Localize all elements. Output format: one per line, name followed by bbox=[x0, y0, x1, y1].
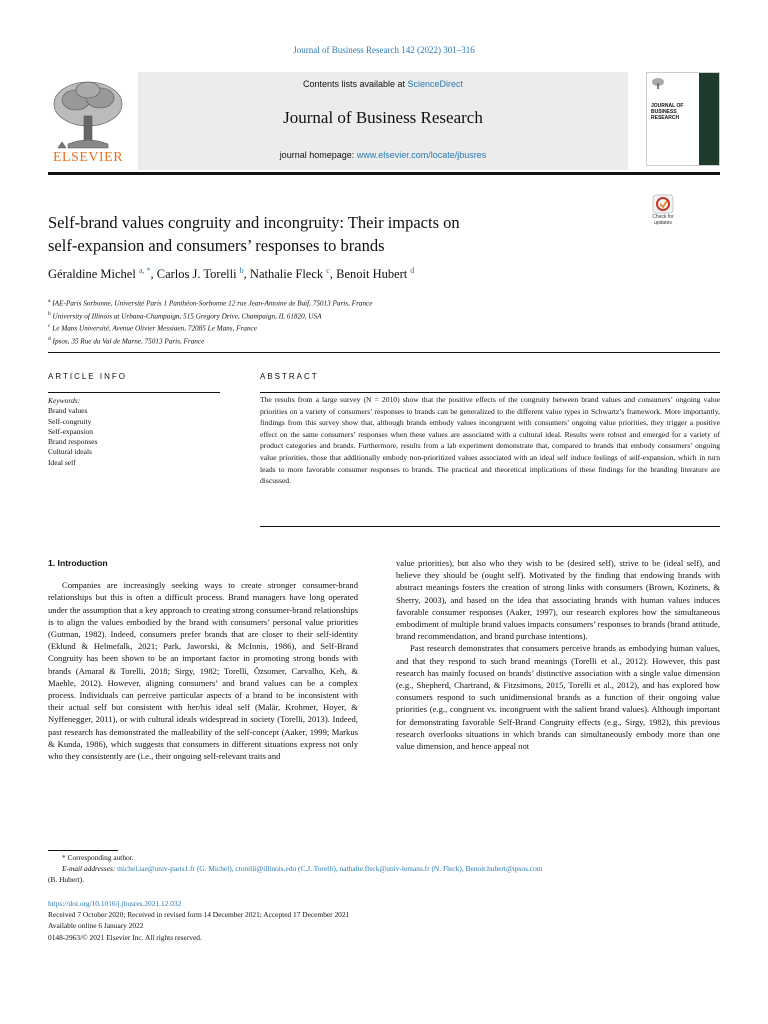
footnote-rule bbox=[48, 850, 118, 851]
homepage-line bbox=[138, 150, 628, 160]
keywords-heading: Keywords: bbox=[48, 396, 81, 405]
cover-title: JOURNAL OF BUSINESS RESEARCH bbox=[651, 103, 684, 121]
affiliation-marker: c bbox=[48, 323, 51, 330]
body-column-left bbox=[48, 557, 358, 762]
keyword-item: Self-congruity bbox=[48, 416, 92, 426]
affiliation-text: Le Mans Université, Avenue Olivier Messiaen, 72085 Le Mans, France bbox=[52, 324, 257, 333]
keyword-item: Self-expansion bbox=[48, 426, 93, 436]
abstract-rule bbox=[260, 392, 720, 393]
check-updates-label: Check for updates bbox=[652, 214, 674, 226]
header-rule bbox=[48, 172, 720, 175]
section-divider bbox=[48, 352, 720, 353]
contents-line bbox=[138, 79, 628, 89]
author-affil-link[interactable]: a, * bbox=[138, 266, 151, 275]
affiliation-item bbox=[48, 296, 648, 309]
contents-prefix: Contents lists available at bbox=[302, 79, 408, 89]
cover-logo-icon bbox=[651, 77, 665, 89]
cover-spine bbox=[699, 73, 719, 165]
journal-citation[interactable]: Journal of Business Research 142 (2022) 301–316 bbox=[293, 45, 475, 55]
body-paragraph: Past research demonstrates that consumers perceive brands as embodying human values, and that they respond to such brand meanings (Torelli et al., 2012). However, this past research has mainly focused on brands’ distinctive association with a single value dimension (e.g., Shepherd, Chartrand, & Fitzsimons, 2015, Torelli et al., 2012), and has explored how consumers respond to such unidimensional brands as a function of their ongoing value priorities (e.g., congruent vs. incongruent with the salient brand values). Although important for demonstrating favorable Self-Brand Congruity effects (e.g., Sirgy, 1982), this previous research overlooks situations in which brands can simultaneously embody more than one value dimension, and hence appeal not bbox=[396, 643, 720, 752]
title-line-1: Self-brand values congruity and incongruity: Their impacts on bbox=[48, 213, 460, 232]
tree-icon bbox=[48, 76, 128, 150]
body-column-right bbox=[396, 557, 720, 752]
available-online: Available online 6 January 2022 bbox=[48, 921, 144, 931]
keyword-item: Cultural ideals bbox=[48, 447, 92, 457]
author-name: Nathalie Fleck bbox=[249, 267, 324, 282]
journal-name: Journal of Business Research bbox=[283, 108, 483, 127]
article-metadata bbox=[48, 898, 720, 943]
homepage-prefix: journal homepage: bbox=[279, 150, 357, 160]
email-addresses-cont: (B. Hubert). bbox=[48, 874, 84, 884]
footnotes bbox=[48, 853, 720, 885]
keyword-item: Brand responses bbox=[48, 437, 98, 447]
received-dates: Received 7 October 2020; Received in revised form 14 December 2021; Accepted 17 December 2021 bbox=[48, 910, 350, 920]
author-name: Carlos J. Torelli bbox=[156, 267, 237, 282]
affiliation-item bbox=[48, 309, 648, 322]
email-links[interactable]: michel.iae@univ-paris1.fr (G. Michel), ctorelli@illinois.edu (C.J. Torelli), nathalie.fleck@univ-lemans.fr (N. Fleck), Benoit.hubert@ipsos.com bbox=[117, 863, 543, 873]
abstract-bottom-rule bbox=[260, 526, 720, 527]
abstract-text: The results from a large survey (N = 2010) show that the positive effects of the congruity between brand values and consumers’ ongoing value priorities on a variety of consumers’ responses to brands can be generalized to the different value types in Schwartz’s framework. More importantly, findings from this survey show that, although brands embody values incongruent with consumers’ ongoing value priorities, they trigger a positive effect on the same consumers’ responses when these values are associated with a cultural ideal. Results were robust and emerged for a variety of product categories and brands. Furthermore, results from a lab experiment demonstrate that, compared to brands that embody consumers’ ongoing value priorities, those that additionally embody non-prioritized values associated with an ideal self induce feelings of self-expansion, which in turn leads to more favorable consumer responses to brands. The practical and theoretical implications of these findings for the branding literature are discussed. bbox=[260, 395, 720, 486]
affiliations bbox=[48, 296, 648, 347]
introduction-heading: 1. Introduction bbox=[48, 558, 108, 568]
affiliation-marker: a bbox=[48, 298, 51, 304]
homepage-link[interactable]: www.elsevier.com/locate/jbusres bbox=[356, 150, 487, 160]
author-name: Géraldine Michel bbox=[48, 267, 136, 282]
elsevier-wordmark: ELSEVIER bbox=[52, 150, 124, 165]
affiliation-text: University of Illinois at Urbana-Champaign, 515 Gregory Drive, Champaign, IL 61820, USA bbox=[52, 312, 322, 321]
check-updates-icon bbox=[646, 194, 680, 214]
affiliation-item bbox=[48, 321, 648, 334]
affiliation-text: IAE-Paris Sorbonne, Université Paris 1 Panthéon-Sorbonne 12 rue Jean-Antoine de Baïf, 75013 Paris, France bbox=[52, 299, 373, 308]
author-affil-link[interactable]: b bbox=[239, 266, 244, 275]
journal-masthead bbox=[138, 72, 628, 170]
article-info-rule bbox=[48, 392, 220, 393]
doi-link[interactable]: https://doi.org/10.1016/j.jbusres.2021.12.032 bbox=[48, 899, 182, 908]
affiliation-text: Ipsos, 35 Rue du Val de Marne, 75013 Paris, France bbox=[52, 337, 205, 346]
email-label: E-mail addresses: bbox=[62, 863, 116, 873]
author-name: Benoit Hubert bbox=[336, 267, 408, 282]
author-affil-link[interactable]: c bbox=[326, 266, 330, 275]
title-line-2: self-expansion and consumers’ responses to brands bbox=[48, 236, 385, 255]
author-list: Géraldine Michel $^{a, *}$, Carlos J. Torelli $^b$, Nathalie Fleck $^c$, Benoit Hubert $^d$ bbox=[48, 266, 415, 282]
article-title bbox=[48, 211, 628, 257]
keyword-item: Brand values bbox=[48, 406, 88, 416]
affiliation-marker: b bbox=[48, 310, 51, 317]
affiliation-marker: d bbox=[48, 336, 51, 343]
abstract-label: ABSTRACT bbox=[260, 372, 319, 381]
journal-cover-thumbnail bbox=[646, 72, 720, 166]
keywords-block bbox=[48, 396, 228, 468]
check-for-updates-badge[interactable] bbox=[646, 194, 680, 228]
copyright: 0148-2963/© 2021 Elsevier Inc. All rights reserved. bbox=[48, 932, 202, 942]
affiliation-item bbox=[48, 334, 648, 347]
body-paragraph: Companies are increasingly seeking ways to create stronger consumer-brand relationships but this is often a difficult process. Brand managers have long operated under the assumption that a key approach to creating strong consumer-brand relationships is to align the values embodied by the brand with consumers’ personal value priorities (Gutman, 1982). Indeed, consumers prefer brands that are closer to their self-identity (Eklund & Helmefalk, 2021; Park, Jaworski, & McInnis, 1986), and Self-Brand Congruity has been shown to be an important factor in promoting strong bonds with brands (Amaral & Torelli, 2018; Sirgy, 1982; Torelli, Özsomer, Carvalho, Keh, & Maehle, 2012). However, aligning consumers’ and brand values can be a complex process. Individuals can perceive particular aspects of a brand to be inconsistent with their actual self but consistent with her/his ideal self (Malär, Krohmer, Hoyer, & Nyffenegger, 2011), or with cultural ideals widespread in society (Torelli, 2013). Indeed, past research has demonstrated the malleability of the self-concept (Aaker, 1999; Markus & Kunda, 1986), which suggests that consumers in different situations express not only who they consistently are (i.e., their ongoing self-relevant traits and bbox=[48, 580, 358, 762]
elsevier-logo bbox=[48, 76, 128, 166]
keyword-item: Ideal self bbox=[48, 457, 76, 467]
corresponding-author-note: * Corresponding author. bbox=[62, 853, 134, 862]
email-addresses bbox=[48, 864, 720, 875]
author-affil-link[interactable]: d bbox=[410, 266, 415, 275]
body-paragraph: value priorities), but also who they wish to be (desired self), strive to be (ideal self), and believe they should be (ought self). Motivated by the finding that endowing brands with abstract meanings fosters the creation of strong links with consumers (Brown, Kozinets, & Sherry, 2003), and based on the idea that associating brands with human values induces favorable consumer responses (Aaker, 1997), our research explores how the simultaneous embodiment of multiple brand values impacts consumers’ responses to brands (brand attitude, brand recommendation, and brand purchase intentions). bbox=[396, 558, 720, 642]
sciencedirect-link[interactable]: ScienceDirect bbox=[407, 79, 464, 89]
article-info-label: ARTICLE INFO bbox=[48, 372, 127, 381]
